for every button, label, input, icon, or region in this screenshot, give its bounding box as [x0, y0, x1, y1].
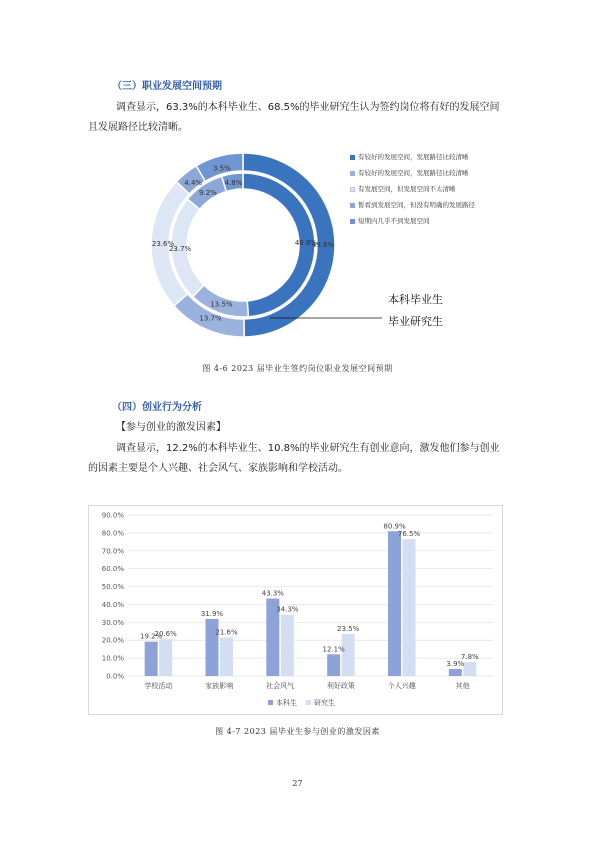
bar-1-2 — [281, 615, 294, 676]
bar-legend-swatch — [306, 700, 311, 705]
figure-4-7-caption: 图 4-7 2023 届毕业生参与创业的激发因素 — [215, 727, 380, 736]
legend-label: 短期内几乎不到发展空间 — [358, 217, 430, 225]
bar-y-tick-label: 90.0% — [101, 511, 124, 520]
bar-y-tick-label: 50.0% — [101, 583, 124, 592]
bar-y-tick-label: 10.0% — [101, 654, 124, 663]
bar-1-1 — [220, 637, 233, 676]
bar-value-label: 43.3% — [261, 589, 284, 598]
legend-label: 有发展空间，但发展空间不太清晰 — [358, 185, 456, 193]
bar-value-label: 3.9% — [446, 660, 465, 669]
section-4-subheading: 【参与创业的激发因素】 — [116, 422, 226, 433]
donut-value-label-inner-4: 4.8% — [224, 179, 243, 188]
page-number: 27 — [292, 779, 303, 788]
legend-swatch — [350, 155, 355, 160]
donut-value-label-outer-0: 49.8% — [311, 240, 335, 249]
donut-value-label-inner-0: 48.8% — [294, 239, 318, 248]
bar-y-tick-label: 30.0% — [101, 618, 124, 627]
donut-legend-item — [350, 216, 430, 225]
bar-x-tick-label: 社会风气 — [266, 682, 295, 690]
donut-legend-item — [350, 152, 469, 161]
legend-swatch — [350, 203, 355, 208]
legend-swatch — [350, 171, 355, 176]
bar-value-label: 19.2% — [140, 632, 163, 641]
bar-y-tick-label: 70.0% — [101, 547, 124, 556]
bar-value-label: 80.9% — [383, 522, 406, 531]
donut-legend-item — [350, 184, 456, 193]
bar-x-tick-label: 其他 — [455, 682, 470, 690]
bar-y-tick-label: 0.0% — [106, 672, 124, 681]
bar-0-0 — [145, 642, 158, 676]
bar-x-tick-label: 个人兴趣 — [387, 682, 416, 690]
donut-value-label-outer-2: 23.6% — [151, 239, 175, 248]
bar-value-label: 34.3% — [276, 605, 299, 614]
section-3-paragraph-line-2: 且发展路径比较清晰。 — [88, 122, 188, 133]
outer-ring-label: 本科毕业生 — [388, 293, 443, 306]
inner-ring-label: 毕业研究生 — [388, 315, 443, 328]
bar-y-tick-label: 20.0% — [101, 636, 124, 645]
legend-swatch — [350, 219, 355, 224]
donut-legend-item — [350, 200, 475, 209]
section-4-paragraph-line-1: 调查显示，12.2%的本科毕业生、10.8%的毕业研究生有创业意向，激发他们参与创业 — [116, 443, 500, 454]
bar-x-tick-label: 利好政策 — [326, 682, 355, 690]
bar-1-3 — [342, 634, 355, 676]
legend-label: 有较好的发展空间，发展路径比较清晰 — [358, 153, 469, 161]
donut-inner-ring — [168, 173, 315, 317]
legend-swatch — [350, 187, 355, 192]
bar-legend-label: 研究生 — [314, 699, 335, 707]
legend-label: 暂看到发展空间，但没有明确的发展路径 — [358, 201, 475, 209]
section-4-title: （四）创业行为分析 — [112, 402, 202, 413]
bar-x-tick-label: 学校活动 — [144, 682, 173, 690]
bar-1-4 — [403, 539, 416, 676]
bar-value-label: 23.5% — [337, 624, 360, 633]
bar-y-tick-label: 60.0% — [101, 565, 124, 574]
section-3-title: （三）职业发展空间预期 — [112, 81, 222, 92]
bar-value-label: 12.1% — [322, 645, 345, 654]
ring-label-leader — [270, 300, 390, 330]
donut-value-label-outer-3: 4.4% — [184, 178, 203, 187]
bar-legend-label: 本科生 — [276, 699, 297, 707]
bar-1-0 — [159, 639, 172, 676]
bar-value-label: 76.5% — [397, 530, 421, 539]
section-4-paragraph-line-2: 的因素主要是个人兴趣、社会风气、家族影响和学校活动。 — [88, 463, 348, 474]
bar-value-label: 20.6% — [154, 630, 177, 639]
bar-y-tick-label: 40.0% — [101, 600, 124, 609]
bar-0-4 — [388, 531, 401, 676]
donut-legend-item — [350, 168, 469, 177]
bar-x-tick-label: 家族影响 — [205, 682, 234, 690]
legend-label: 有较好的发展空间，发展路径比较清晰 — [358, 169, 469, 177]
bar-y-tick-label: 80.0% — [101, 529, 124, 538]
bar-value-label: 31.9% — [200, 609, 224, 618]
bar-value-label: 7.8% — [460, 653, 479, 662]
bar-value-label: 21.6% — [215, 628, 238, 637]
figure-4-6-caption: 图 4-6 2023 届毕业生签约岗位职业发展空间预期 — [202, 364, 393, 373]
bar-chart — [88, 505, 503, 715]
bar-1-5 — [463, 662, 476, 676]
bar-0-5 — [449, 669, 462, 676]
donut-value-label-inner-3: 9.2% — [199, 189, 217, 198]
donut-value-label-outer-4: 3.5% — [212, 164, 231, 173]
bar-0-3 — [327, 654, 340, 676]
donut-value-label-inner-1: 13.5% — [210, 300, 233, 309]
section-3-paragraph-line-1: 调查显示，63.3%的本科毕业生、68.5%的毕业研究生认为签约岗位将有好的发展空间 — [116, 102, 500, 113]
donut-value-label-inner-2: 23.7% — [168, 244, 192, 253]
bar-legend-swatch — [268, 700, 273, 705]
donut-value-label-outer-1: 13.7% — [199, 314, 222, 323]
